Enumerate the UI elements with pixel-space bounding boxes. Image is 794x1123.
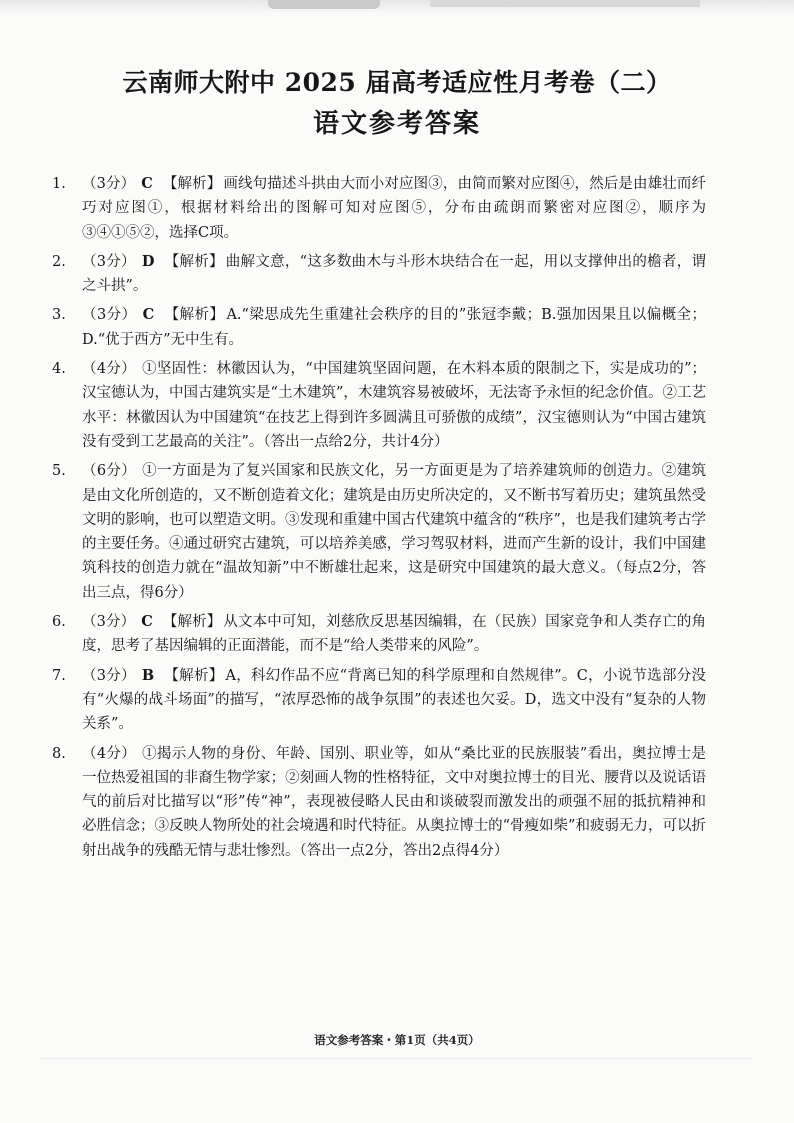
answer-body (82, 250, 706, 299)
answer-body (82, 459, 706, 605)
answer-text: 画线句描述斗拱由大而小对应图③，由简而繁对应图④，然后是由雄壮而纤巧对应图①，根据材料给出的图解可知对应图⑤，分布由疏朗而繁密对应图②，顺序为③④①⑤②，选择C项。 (82, 176, 706, 241)
answer-text: 从文本中可知，刘慈欣反思基因编辑，在（民族）国家竞争和人类存亡的角度，思考了基因编辑的正面潜能，而不是“给人类带来的风险”。 (82, 614, 706, 655)
answer-score: （3分） (82, 614, 136, 631)
answer-body (82, 664, 706, 737)
answer-score: （3分） (82, 176, 136, 192)
answer-number: 3. (52, 307, 66, 324)
answer-text: A.“梁思成先生重建社会秩序的目的”张冠李戴；B.强加因果且以偏概全；D.“优于西方”无中生有。 (82, 307, 707, 348)
scan-artifact-left (268, 0, 380, 9)
answer-choice: B (141, 666, 155, 684)
answer-number: 6. (52, 614, 66, 631)
answer-body (82, 303, 706, 352)
answer-item-2 (52, 250, 706, 299)
answer-text: A，科幻作品不应“背离已知的科学原理和自然规律”。C，小说节选部分没有“火爆的战斗场面”的描写，“浓厚恐怖的战争氛围”的表述也欠妥。D，选文中没有“复杂的人物关系”。 (82, 667, 707, 733)
answer-item-5 (52, 459, 706, 605)
answer-number: 8. (52, 745, 66, 762)
analysis-tag: 【解析】 (162, 176, 222, 192)
answer-item-7 (52, 664, 706, 737)
answer-choice: C (141, 613, 153, 631)
answer-score: （4分） (82, 745, 137, 762)
answer-body (82, 742, 706, 863)
analysis-tag: 【解析】 (162, 614, 222, 631)
answer-item-3 (52, 303, 706, 352)
analysis-tag: 【解析】 (164, 253, 224, 270)
answer-text: 曲解文意，“这多数曲木与斗形木块结合在一起，用以支撑伸出的檐者，谓之斗拱”。 (82, 253, 706, 295)
answer-item-4 (52, 357, 706, 454)
answer-choice: C (142, 306, 155, 324)
answer-number: 1. (52, 176, 66, 192)
answer-score: （6分） (82, 463, 137, 480)
answer-list (52, 172, 706, 868)
answer-item-6 (52, 610, 706, 659)
answer-text: ①坚固性：林徽因认为，“中国建筑坚固问题，在木料本质的限制之下，实是成功的”；汉宝德认为，中国古建筑实是“土木建筑”，木建筑容易被破坏，无法寄予永恒的纪念价值。②工艺水平：林徽因认为中国建筑“在技艺上得到许多圆满且可骄傲的成绩”，汉宝德则认为“中国古建筑没有受到工艺最高的关注”。（答出一点给2分，共计4分） (82, 361, 706, 450)
answer-choice: D (141, 252, 155, 270)
answer-score: （3分） (82, 667, 136, 684)
answer-body (82, 610, 706, 659)
answer-body (82, 357, 706, 454)
answer-number: 2. (52, 253, 66, 270)
answer-score: （3分） (82, 253, 136, 270)
analysis-tag: 【解析】 (164, 307, 225, 324)
answer-number: 7. (52, 667, 66, 684)
answer-text: ①一方面是为了复兴国家和民族文化，另一方面更是为了培养建筑师的创造力。②建筑是由文化所创造的，又不断创造着文化；建筑是由历史所决定的，又不断书写着历史；建筑虽然受文明的影响，也可以塑造文明。③发现和重建中国古代建筑中蕴含的“秩序”，也是我们建筑考古学的主要任务。④通过研究古建筑，可以培养美感，学习驾驭材料，进而产生新的设计，我们中国建筑科技的创造力就在“温故知新”中不断雄壮起来，这是研究中国建筑的最大意义。（每点2分，答出三点，得6分） (82, 463, 706, 601)
answer-key-title: 语文参考答案 (312, 109, 481, 139)
analysis-tag: 【解析】 (164, 667, 224, 684)
answer-number: 5. (52, 463, 66, 480)
answer-item-8 (52, 742, 706, 863)
answer-number: 4. (52, 361, 66, 378)
answer-choice: C (141, 175, 153, 192)
page-footer: 语文参考答案・第1页（共4页） (314, 1033, 480, 1047)
exam-title: 云南师大附中 2025 届高考适应性月考卷（二） (122, 68, 672, 97)
answer-text: ①揭示人物的身份、年龄、国别、职业等，如从“桑比亚的民族服装”看出，奥拉博士是一位热爱祖国的非裔生物学家；②刻画人物的性格特征，文中对奥拉博士的目光、腰背以及说话语气的前后对比描写以“形”传“神”，表现被侵略人民由和谈破裂而激发出的顽强不屈的抵抗精神和必胜信念；③反映人物所处的社会境遇和时代特征。从奥拉博士的“骨瘦如柴”和疲弱无力，可以折射出战争的残酷无情与悲壮惨烈。（答出一点2分，答出2点得4分） (82, 745, 706, 859)
answer-body (82, 172, 706, 245)
scan-artifact-right (430, 0, 700, 7)
answer-item-1 (52, 172, 706, 245)
answer-score: （3分） (82, 307, 137, 324)
answer-score: （4分） (82, 361, 137, 378)
footer-divider (40, 1058, 754, 1059)
